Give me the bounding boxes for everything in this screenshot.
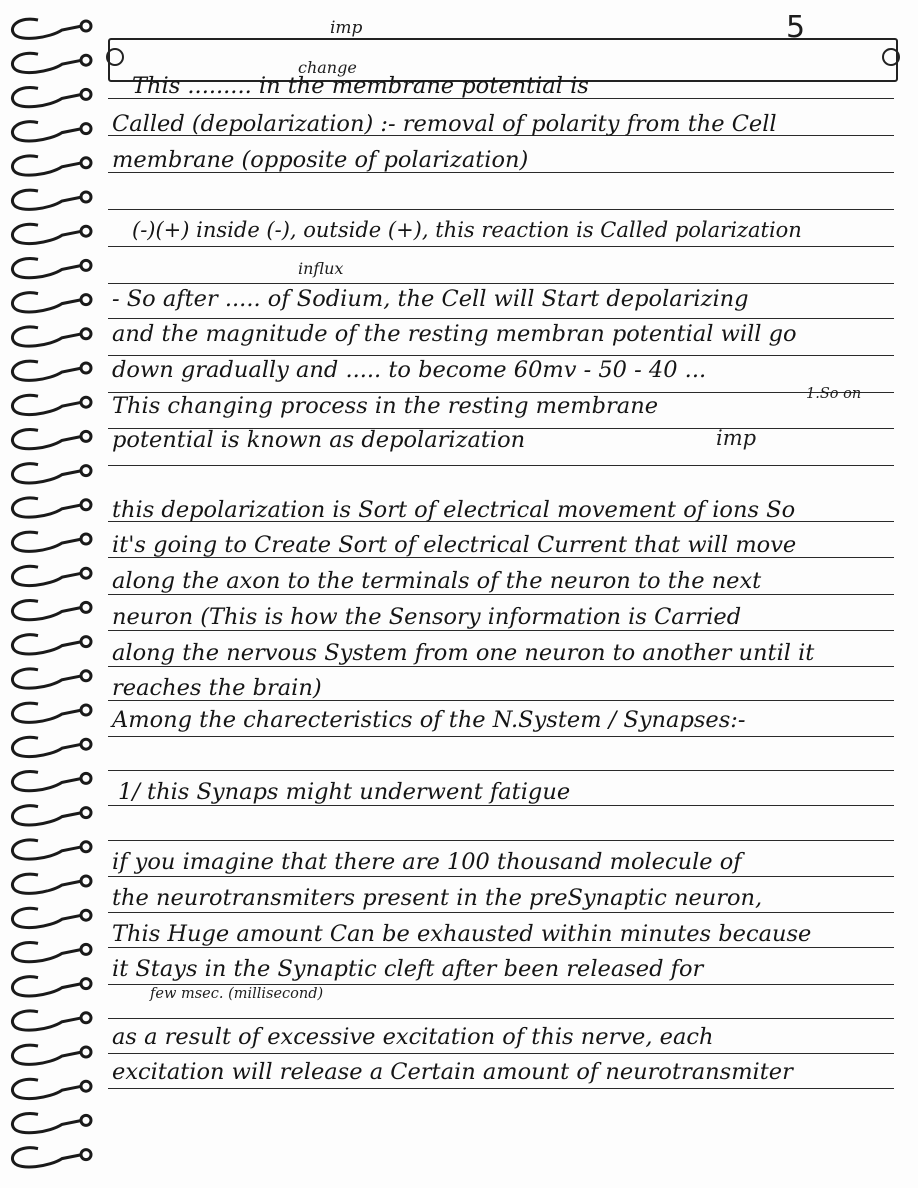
text-line: This Huge amount Can be exhausted within minutes because bbox=[112, 921, 812, 947]
ruled-line bbox=[108, 770, 894, 771]
binding-hole bbox=[81, 500, 91, 510]
text-line: it Stays in the Synaptic cleft after been released for bbox=[112, 956, 704, 982]
spiral-coil bbox=[12, 224, 82, 243]
spiral-coil bbox=[12, 806, 82, 825]
binding-hole bbox=[81, 1047, 91, 1057]
spiral-coil bbox=[12, 361, 82, 380]
spiral-coil bbox=[12, 874, 82, 893]
text-line: Called (depolarization) :- removal of polarity from the Cell bbox=[112, 111, 777, 137]
binding-hole bbox=[81, 260, 91, 270]
spiral-coil bbox=[12, 429, 82, 448]
binding-hole bbox=[81, 944, 91, 954]
ruled-line bbox=[108, 912, 894, 913]
binding-hole bbox=[81, 397, 91, 407]
binding-hole bbox=[81, 739, 91, 749]
text-line: potential is known as depolarization bbox=[112, 427, 526, 453]
few-msec-annotation: few msec. (millisecond) bbox=[150, 986, 324, 1002]
binding-hole bbox=[81, 1081, 91, 1091]
binding-hole bbox=[81, 363, 91, 373]
spiral-binding bbox=[0, 0, 100, 1188]
spiral-coil bbox=[12, 908, 82, 927]
binding-hole bbox=[81, 21, 91, 31]
spiral-coil bbox=[12, 840, 82, 859]
ruled-line bbox=[108, 465, 894, 466]
imp-annotation: imp bbox=[716, 426, 757, 450]
text-line: the neurotransmiters present in the preSynaptic neuron, bbox=[112, 885, 763, 911]
spiral-coil bbox=[12, 498, 82, 517]
spiral-coil bbox=[12, 395, 82, 414]
ruled-line bbox=[108, 1088, 894, 1089]
text-line: if you imagine that there are 100 thousand molecule of bbox=[112, 849, 742, 875]
spiral-coil bbox=[12, 1011, 82, 1030]
spiral-coil bbox=[12, 977, 82, 996]
spiral-coil bbox=[12, 122, 82, 141]
ruled-line bbox=[108, 246, 894, 247]
text-line: and the magnitude of the resting membran potential will go bbox=[112, 321, 797, 347]
binding-hole bbox=[81, 1013, 91, 1023]
ruled-line bbox=[108, 1018, 894, 1019]
ruled-line bbox=[108, 1053, 894, 1054]
spiral-coil bbox=[12, 600, 82, 619]
text-line: this depolarization is Sort of electrical movement of ions So bbox=[112, 497, 796, 523]
binding-hole bbox=[81, 910, 91, 920]
text-line: down gradually and ..... to become 60mv - 50 - 40 ... bbox=[112, 357, 707, 383]
text-line: excitation will release a Certain amount of neurotransmiter bbox=[112, 1059, 793, 1085]
binding-hole bbox=[81, 329, 91, 339]
text-line: neuron (This is how the Sensory information is Carried bbox=[112, 604, 742, 630]
spiral-coil bbox=[12, 942, 82, 961]
binding-hole bbox=[81, 602, 91, 612]
binding-hole bbox=[81, 979, 91, 989]
binding-hole bbox=[81, 773, 91, 783]
text-line: along the nervous System from one neuron to another until it bbox=[112, 640, 815, 666]
spiral-coil bbox=[12, 566, 82, 585]
spiral-coil bbox=[12, 327, 82, 346]
spiral-coil bbox=[12, 532, 82, 551]
ruled-line bbox=[108, 318, 894, 319]
binding-hole bbox=[81, 89, 91, 99]
binding-hole bbox=[81, 55, 91, 65]
spiral-coil bbox=[12, 1113, 82, 1132]
spiral-coil bbox=[12, 1148, 82, 1167]
spiral-coil bbox=[12, 635, 82, 654]
binding-hole bbox=[81, 124, 91, 134]
ruled-line bbox=[108, 283, 894, 284]
spiral-coil bbox=[12, 771, 82, 790]
top-imp-note: imp bbox=[330, 18, 363, 38]
text-line: membrane (opposite of polarization) bbox=[112, 147, 529, 173]
binding-hole bbox=[81, 534, 91, 544]
spiral-coil bbox=[12, 293, 82, 312]
so-on-annotation: 1.So on bbox=[806, 386, 862, 402]
text-line: it's going to Create Sort of electrical Current that will move bbox=[112, 532, 797, 558]
page-number: 5 bbox=[786, 10, 806, 45]
binding-hole bbox=[81, 192, 91, 202]
text-line: Among the charecteristics of the N.System / Synapses:- bbox=[112, 707, 746, 733]
text-line: - So after ..... of Sodium, the Cell will Start depolarizing bbox=[112, 286, 749, 312]
binding-hole bbox=[81, 637, 91, 647]
text-line: This ......... in the membrane potential is bbox=[132, 73, 589, 99]
binding-hole bbox=[81, 568, 91, 578]
spiral-coil bbox=[12, 1045, 82, 1064]
ruled-line bbox=[108, 736, 894, 737]
binding-hole bbox=[81, 1115, 91, 1125]
binding-hole bbox=[81, 295, 91, 305]
binding-hole bbox=[81, 808, 91, 818]
binding-hole bbox=[81, 1150, 91, 1160]
binding-hole bbox=[81, 466, 91, 476]
spiral-coil bbox=[12, 669, 82, 688]
spiral-coil bbox=[12, 737, 82, 756]
change-annotation: change bbox=[298, 58, 357, 77]
text-line: (-)(+) inside (-), outside (+), this reaction is Called polarization bbox=[132, 218, 802, 242]
spiral-coil bbox=[12, 53, 82, 72]
ruled-line bbox=[108, 984, 894, 985]
spiral-coil bbox=[12, 258, 82, 277]
ruled-line bbox=[108, 840, 894, 841]
text-line: 1/ this Synaps might underwent fatigue bbox=[118, 779, 571, 805]
spiral-coil bbox=[12, 190, 82, 209]
spiral-coil bbox=[12, 156, 82, 175]
spiral-coil bbox=[12, 1079, 82, 1098]
binding-hole bbox=[81, 226, 91, 236]
binding-hole bbox=[81, 842, 91, 852]
spiral-coil bbox=[12, 703, 82, 722]
spiral-coil bbox=[12, 464, 82, 483]
text-line: This changing process in the resting membrane bbox=[112, 393, 659, 419]
text-line: as a result of excessive excitation of this nerve, each bbox=[112, 1024, 714, 1050]
ruled-line bbox=[108, 876, 894, 877]
binding-hole bbox=[81, 705, 91, 715]
ruled-line bbox=[108, 209, 894, 210]
binding-hole bbox=[81, 671, 91, 681]
binding-hole bbox=[81, 876, 91, 886]
text-line: along the axon to the terminals of the neuron to the next bbox=[112, 568, 762, 594]
binding-hole bbox=[81, 431, 91, 441]
spiral-coil bbox=[12, 87, 82, 106]
binding-hole bbox=[81, 158, 91, 168]
spiral-coil bbox=[12, 19, 82, 38]
text-line: reaches the brain) bbox=[112, 675, 322, 701]
influx-annotation: influx bbox=[298, 259, 344, 278]
